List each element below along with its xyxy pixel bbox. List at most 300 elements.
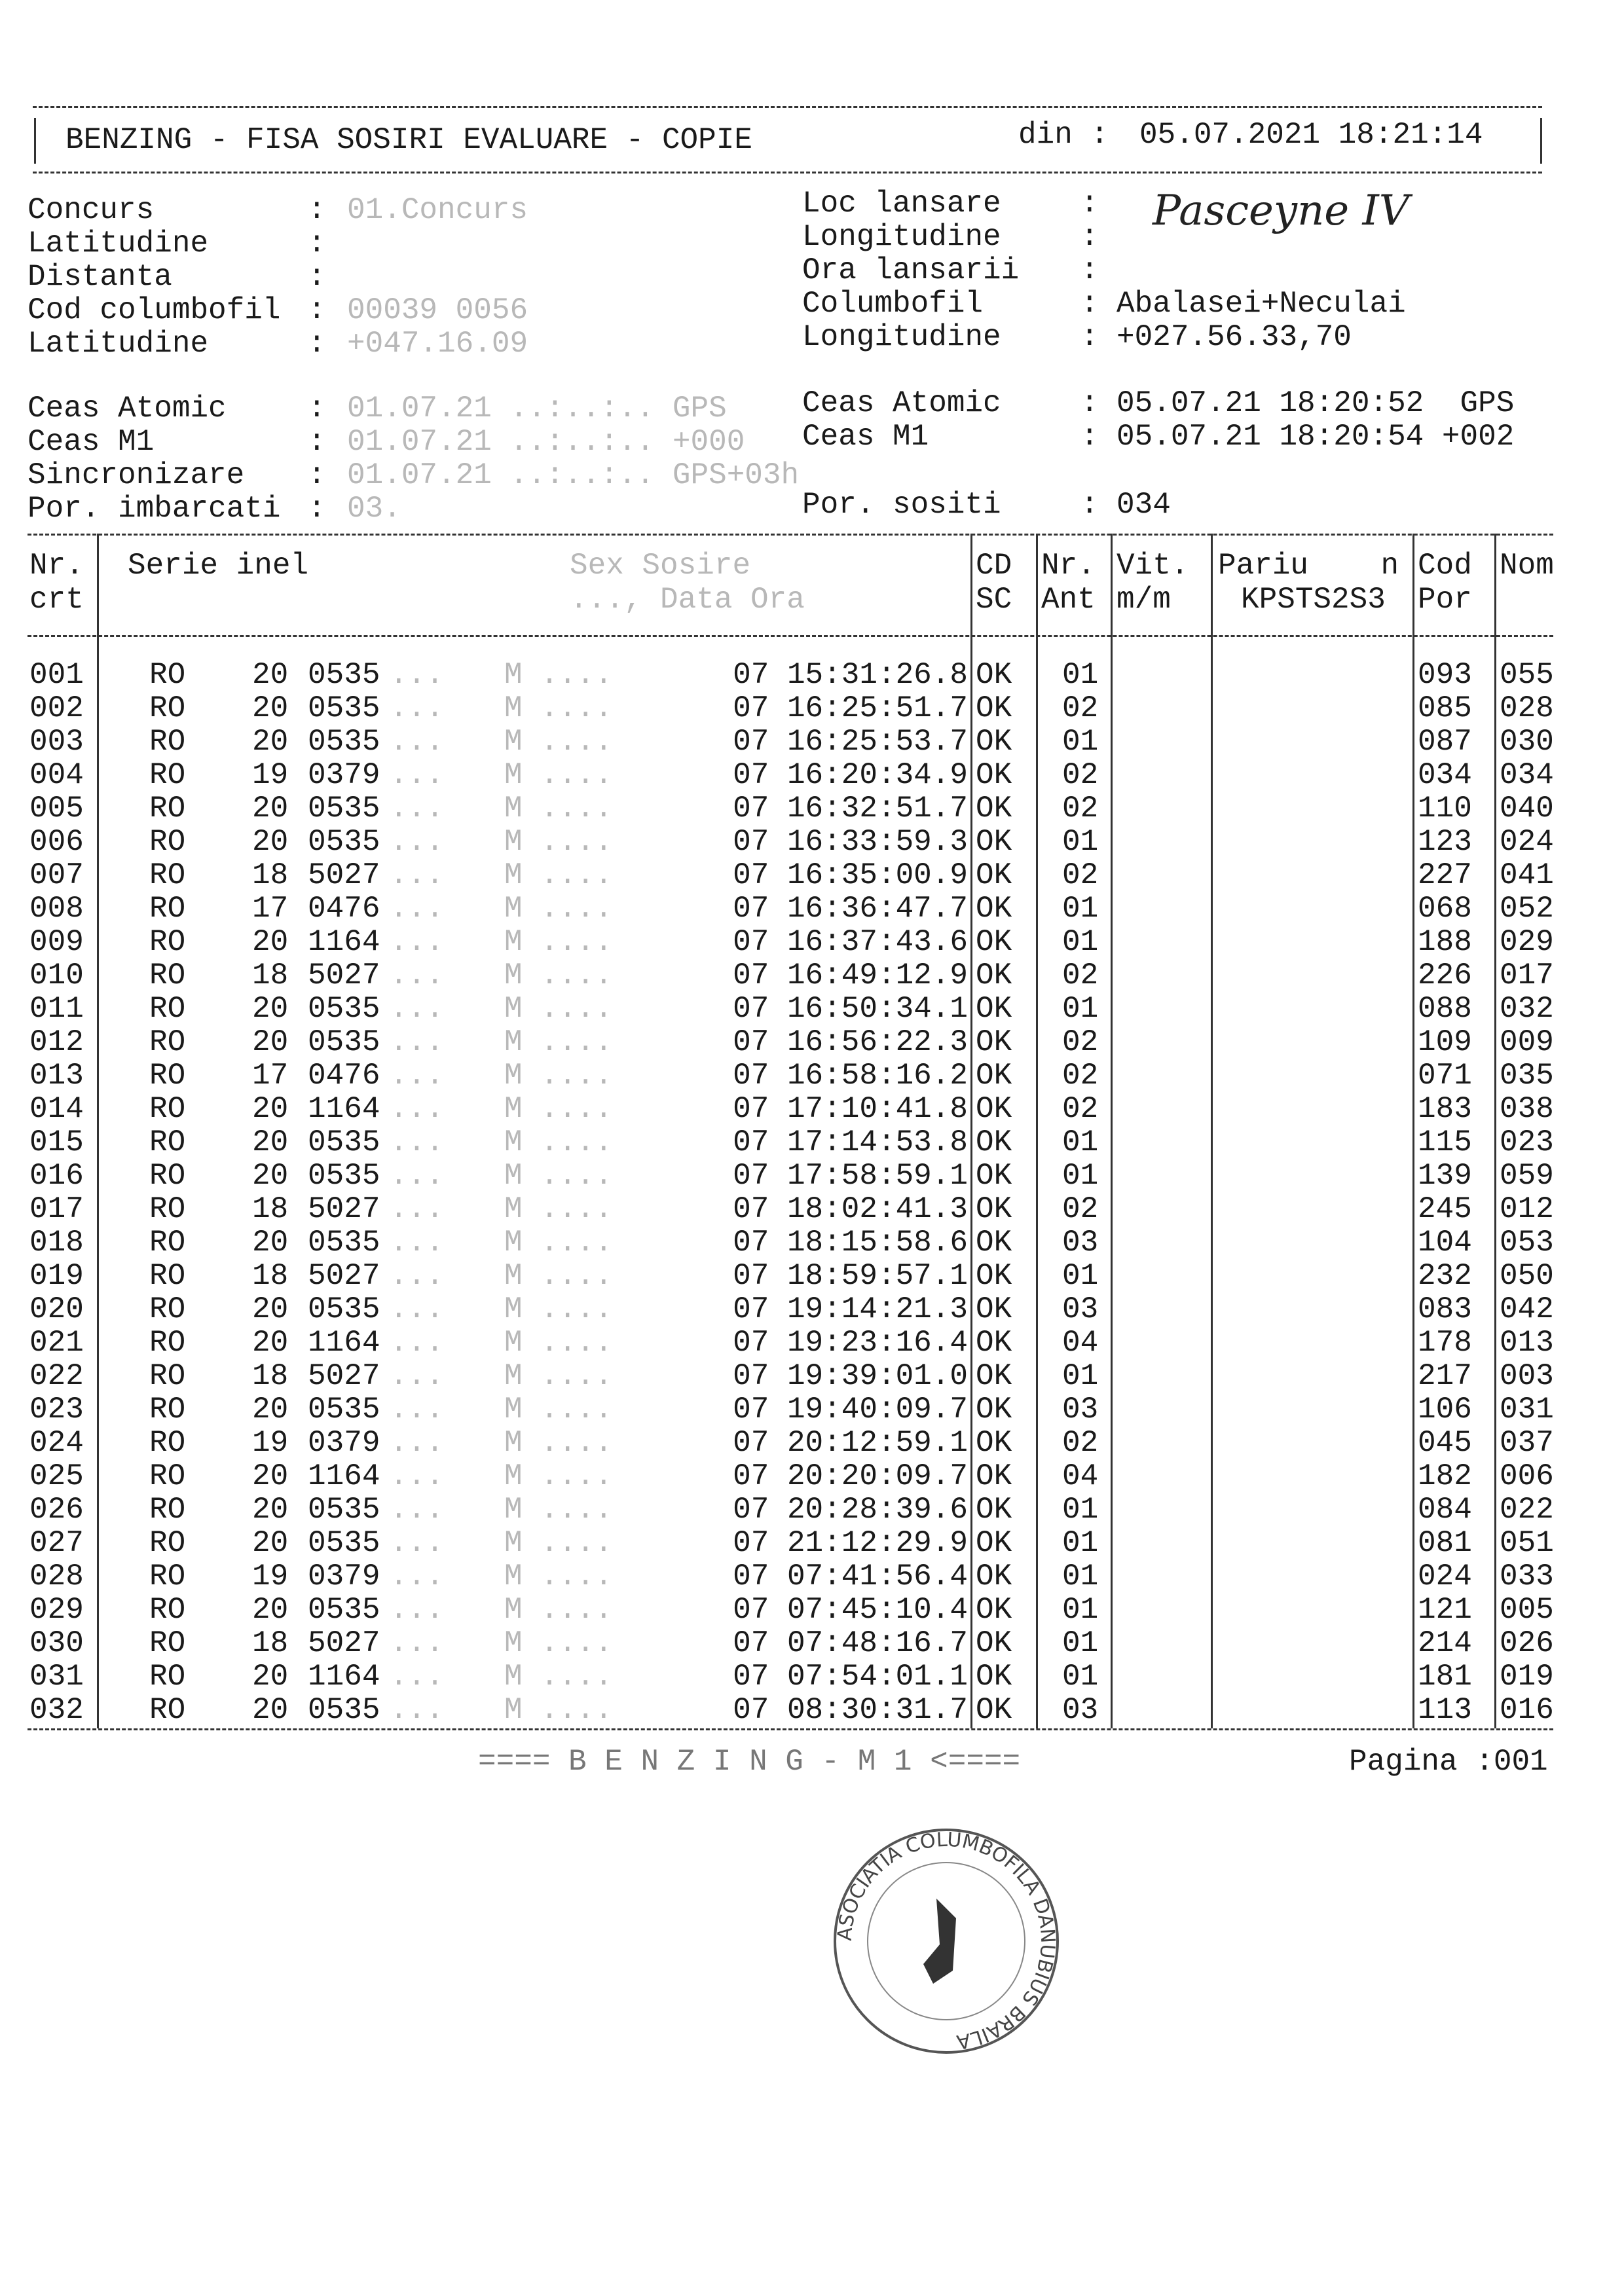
- ring-country: RO: [149, 792, 186, 826]
- ring-number: 0535: [308, 1159, 380, 1193]
- column-divider: [1494, 534, 1496, 1728]
- cod-por: 084: [1418, 1493, 1472, 1527]
- cod-por: 034: [1418, 758, 1472, 792]
- row-number: 028: [29, 1559, 84, 1594]
- clock-sep: :: [1080, 420, 1099, 454]
- column-header-vit1: Vit.: [1116, 549, 1189, 583]
- ring-year: 20: [252, 725, 289, 759]
- ring-country: RO: [149, 1025, 186, 1059]
- sex-hidden: M ....: [504, 925, 613, 959]
- field-value: +027.56.33,70: [1116, 320, 1352, 354]
- antenna-number: 01: [1062, 658, 1099, 692]
- arrival-time: 07 17:14:53.8: [733, 1125, 968, 1159]
- cod-por: 178: [1418, 1326, 1472, 1360]
- cod-por: 123: [1418, 825, 1472, 859]
- column-divider: [1111, 534, 1113, 1728]
- column-header-pariu1: Pariu n: [1218, 549, 1399, 583]
- clock-value: 05.07.21 18:20:54 +002: [1116, 420, 1515, 454]
- sex-hidden: M ....: [504, 725, 613, 759]
- clock-label: Ceas Atomic: [802, 386, 1001, 420]
- ring-hidden: ...: [390, 1626, 444, 1660]
- column-header-nr1: Nr.: [29, 549, 84, 583]
- ring-hidden: ...: [390, 758, 444, 792]
- antenna-number: 03: [1062, 1292, 1099, 1326]
- ring-hidden: ...: [390, 1125, 444, 1159]
- ring-year: 20: [252, 658, 289, 692]
- column-header-cod2: Por: [1418, 583, 1472, 617]
- column-header-ant2: Ant: [1041, 583, 1096, 617]
- antenna-number: 01: [1062, 992, 1099, 1026]
- nom: 035: [1500, 1059, 1554, 1093]
- cod-por: 188: [1418, 925, 1472, 959]
- antenna-number: 02: [1062, 1092, 1099, 1126]
- arrival-time: 07 18:15:58.6: [733, 1226, 968, 1260]
- arrival-time: 07 21:12:29.9: [733, 1526, 968, 1560]
- ring-year: 20: [252, 1393, 289, 1427]
- ring-hidden: ...: [390, 1326, 444, 1360]
- row-number: 013: [29, 1059, 84, 1093]
- clock-label: Sincronizare: [28, 458, 245, 492]
- ring-country: RO: [149, 1192, 186, 1226]
- nom: 023: [1500, 1125, 1554, 1159]
- nom: 055: [1500, 658, 1554, 692]
- cod-por: 227: [1418, 858, 1472, 892]
- cd-sc: OK: [976, 1292, 1012, 1326]
- arrival-time: 07 16:35:00.9: [733, 858, 968, 892]
- column-divider: [1412, 534, 1414, 1728]
- sex-hidden: M ....: [504, 1092, 613, 1126]
- cod-por: 182: [1418, 1459, 1472, 1493]
- handwritten-location: Pasceyne IV: [1153, 187, 1409, 235]
- ring-number: 5027: [308, 858, 380, 892]
- nom: 033: [1500, 1559, 1554, 1594]
- column-header-cd2: SC: [976, 583, 1012, 617]
- sex-hidden: M ....: [504, 1292, 613, 1326]
- cd-sc: OK: [976, 1626, 1012, 1660]
- ring-year: 20: [252, 925, 289, 959]
- column-divider: [97, 534, 99, 1728]
- ring-number: 0535: [308, 1693, 380, 1727]
- cod-por: 093: [1418, 658, 1472, 692]
- field-value: Abalasei+Neculai: [1116, 287, 1406, 321]
- ring-number: 0535: [308, 1393, 380, 1427]
- ring-country: RO: [149, 1426, 186, 1460]
- field-value: 00039 0056: [347, 293, 528, 327]
- ring-number: 5027: [308, 1359, 380, 1393]
- ring-country: RO: [149, 858, 186, 892]
- antenna-number: 01: [1062, 1526, 1099, 1560]
- print-date: 05.07.2021 18:21:14: [1139, 118, 1483, 152]
- ring-hidden: ...: [390, 925, 444, 959]
- ring-year: 20: [252, 1326, 289, 1360]
- ring-country: RO: [149, 1092, 186, 1126]
- cd-sc: OK: [976, 1493, 1012, 1527]
- field-label: Cod columbofil: [28, 293, 281, 327]
- sex-hidden: M ....: [504, 858, 613, 892]
- cod-por: 115: [1418, 1125, 1472, 1159]
- title-right-border: [1540, 118, 1542, 164]
- arrival-time: 07 07:48:16.7: [733, 1626, 968, 1660]
- cd-sc: OK: [976, 758, 1012, 792]
- cd-sc: OK: [976, 1025, 1012, 1059]
- column-header-nom: Nom: [1500, 549, 1554, 583]
- ring-number: 1164: [308, 925, 380, 959]
- ring-number: 1164: [308, 1092, 380, 1126]
- field-sep: :: [308, 227, 326, 261]
- cod-por: 181: [1418, 1660, 1472, 1694]
- ring-number: 1164: [308, 1326, 380, 1360]
- arrival-time: 07 16:50:34.1: [733, 992, 968, 1026]
- antenna-number: 01: [1062, 1626, 1099, 1660]
- ring-year: 20: [252, 1159, 289, 1193]
- cod-por: 085: [1418, 691, 1472, 725]
- title-left-border: [34, 118, 36, 164]
- table-divider: [28, 534, 1553, 536]
- cod-por: 068: [1418, 892, 1472, 926]
- date-label: din :: [1018, 118, 1109, 152]
- nom: 031: [1500, 1393, 1554, 1427]
- cod-por: 045: [1418, 1426, 1472, 1460]
- nom: 034: [1500, 758, 1554, 792]
- arrival-time: 07 16:33:59.3: [733, 825, 968, 859]
- clock-sep: :: [308, 458, 326, 492]
- ring-hidden: ...: [390, 1559, 444, 1594]
- nom: 050: [1500, 1259, 1554, 1293]
- nom: 053: [1500, 1226, 1554, 1260]
- field-label: Loc lansare: [802, 187, 1001, 221]
- sex-hidden: M ....: [504, 1359, 613, 1393]
- ring-year: 20: [252, 1593, 289, 1627]
- cod-por: 110: [1418, 792, 1472, 826]
- ring-year: 20: [252, 792, 289, 826]
- cd-sc: OK: [976, 691, 1012, 725]
- row-number: 011: [29, 992, 84, 1026]
- row-number: 015: [29, 1125, 84, 1159]
- row-number: 023: [29, 1393, 84, 1427]
- arrival-time: 07 17:10:41.8: [733, 1092, 968, 1126]
- ring-year: 20: [252, 1226, 289, 1260]
- antenna-number: 02: [1062, 792, 1099, 826]
- ring-country: RO: [149, 992, 186, 1026]
- column-header-cd1: CD: [976, 549, 1012, 583]
- cd-sc: OK: [976, 1192, 1012, 1226]
- arrival-time: 07 20:12:59.1: [733, 1426, 968, 1460]
- row-number: 021: [29, 1326, 84, 1360]
- cd-sc: OK: [976, 825, 1012, 859]
- ring-hidden: ...: [390, 992, 444, 1026]
- antenna-number: 01: [1062, 725, 1099, 759]
- arrival-time: 07 08:30:31.7: [733, 1693, 968, 1727]
- ring-year: 20: [252, 1459, 289, 1493]
- row-number: 014: [29, 1092, 84, 1126]
- nom: 005: [1500, 1593, 1554, 1627]
- ring-country: RO: [149, 1593, 186, 1627]
- nom: 037: [1500, 1426, 1554, 1460]
- sex-hidden: M ....: [504, 658, 613, 692]
- ring-country: RO: [149, 1359, 186, 1393]
- ring-country: RO: [149, 658, 186, 692]
- table-divider: [28, 635, 1553, 637]
- ring-number: 0535: [308, 658, 380, 692]
- clock-value: 01.07.21 ..:..:.. +000: [347, 425, 745, 459]
- nom: 030: [1500, 725, 1554, 759]
- arrival-time: 07 16:49:12.9: [733, 958, 968, 993]
- sex-hidden: M ....: [504, 1059, 613, 1093]
- cd-sc: OK: [976, 1660, 1012, 1694]
- cod-por: 217: [1418, 1359, 1472, 1393]
- cd-sc: OK: [976, 658, 1012, 692]
- ring-country: RO: [149, 1493, 186, 1527]
- row-number: 007: [29, 858, 84, 892]
- cod-por: 024: [1418, 1559, 1472, 1594]
- antenna-number: 02: [1062, 758, 1099, 792]
- nom: 022: [1500, 1493, 1554, 1527]
- ring-number: 5027: [308, 1626, 380, 1660]
- ring-year: 18: [252, 1626, 289, 1660]
- sex-hidden: M ....: [504, 1693, 613, 1727]
- sex-hidden: M ....: [504, 1526, 613, 1560]
- row-number: 027: [29, 1526, 84, 1560]
- clock-sep: :: [1080, 488, 1099, 522]
- ring-year: 20: [252, 1125, 289, 1159]
- ring-year: 19: [252, 1559, 289, 1594]
- ring-country: RO: [149, 1125, 186, 1159]
- antenna-number: 02: [1062, 1059, 1099, 1093]
- ring-year: 20: [252, 1693, 289, 1727]
- arrival-time: 07 18:02:41.3: [733, 1192, 968, 1226]
- row-number: 019: [29, 1259, 84, 1293]
- ring-country: RO: [149, 691, 186, 725]
- ring-country: RO: [149, 892, 186, 926]
- row-number: 020: [29, 1292, 84, 1326]
- nom: 028: [1500, 691, 1554, 725]
- antenna-number: 01: [1062, 1159, 1099, 1193]
- ring-hidden: ...: [390, 1693, 444, 1727]
- ring-hidden: ...: [390, 1593, 444, 1627]
- column-divider: [1211, 534, 1213, 1728]
- row-number: 002: [29, 691, 84, 725]
- cod-por: 071: [1418, 1059, 1472, 1093]
- sex-hidden: M ....: [504, 1025, 613, 1059]
- sex-hidden: M ....: [504, 1459, 613, 1493]
- arrival-time: 07 16:36:47.7: [733, 892, 968, 926]
- nom: 052: [1500, 892, 1554, 926]
- cd-sc: OK: [976, 958, 1012, 993]
- cd-sc: OK: [976, 725, 1012, 759]
- clock-sep: :: [308, 392, 326, 426]
- cd-sc: OK: [976, 792, 1012, 826]
- row-number: 012: [29, 1025, 84, 1059]
- column-header-vit2: m/m: [1116, 583, 1171, 617]
- ring-number: 5027: [308, 1259, 380, 1293]
- ring-number: 0535: [308, 691, 380, 725]
- ring-number: 0535: [308, 1493, 380, 1527]
- ring-year: 18: [252, 1192, 289, 1226]
- ring-year: 18: [252, 1259, 289, 1293]
- ring-hidden: ...: [390, 1660, 444, 1694]
- cod-por: 121: [1418, 1593, 1472, 1627]
- footer-banner: ==== B E N Z I N G - M 1 <====: [478, 1745, 1021, 1779]
- ring-number: 1164: [308, 1459, 380, 1493]
- ring-hidden: ...: [390, 1025, 444, 1059]
- nom: 013: [1500, 1326, 1554, 1360]
- cd-sc: OK: [976, 892, 1012, 926]
- antenna-number: 01: [1062, 1125, 1099, 1159]
- row-number: 024: [29, 1426, 84, 1460]
- association-stamp: [825, 1820, 1067, 2062]
- cd-sc: OK: [976, 1059, 1012, 1093]
- field-label: Latitudine: [28, 227, 209, 261]
- column-header-sosire1: Sex Sosire: [570, 549, 751, 583]
- sex-hidden: M ....: [504, 1660, 613, 1694]
- ring-year: 20: [252, 1493, 289, 1527]
- ring-year: 20: [252, 691, 289, 725]
- antenna-number: 01: [1062, 1559, 1099, 1594]
- ring-year: 20: [252, 992, 289, 1026]
- antenna-number: 01: [1062, 925, 1099, 959]
- cd-sc: OK: [976, 1092, 1012, 1126]
- field-sep: :: [308, 293, 326, 327]
- nom: 040: [1500, 792, 1554, 826]
- row-number: 016: [29, 1159, 84, 1193]
- ring-hidden: ...: [390, 1092, 444, 1126]
- ring-hidden: ...: [390, 1426, 444, 1460]
- cod-por: 087: [1418, 725, 1472, 759]
- cd-sc: OK: [976, 1326, 1012, 1360]
- clock-sep: :: [308, 492, 326, 526]
- column-header-pariu2: KPSTS2S3: [1241, 583, 1386, 617]
- row-number: 032: [29, 1693, 84, 1727]
- arrival-time: 07 20:20:09.7: [733, 1459, 968, 1493]
- ring-number: 0476: [308, 892, 380, 926]
- ring-hidden: ...: [390, 1226, 444, 1260]
- ring-year: 20: [252, 1292, 289, 1326]
- row-number: 029: [29, 1593, 84, 1627]
- nom: 003: [1500, 1359, 1554, 1393]
- nom: 009: [1500, 1025, 1554, 1059]
- field-sep: :: [1080, 187, 1099, 221]
- document-title: BENZING - FISA SOSIRI EVALUARE - COPIE: [65, 123, 752, 157]
- ring-hidden: ...: [390, 1359, 444, 1393]
- cod-por: 139: [1418, 1159, 1472, 1193]
- antenna-number: 02: [1062, 1025, 1099, 1059]
- antenna-number: 03: [1062, 1226, 1099, 1260]
- ring-number: 0535: [308, 1526, 380, 1560]
- antenna-number: 02: [1062, 858, 1099, 892]
- ring-country: RO: [149, 1159, 186, 1193]
- cod-por: 214: [1418, 1626, 1472, 1660]
- ring-year: 18: [252, 1359, 289, 1393]
- ring-number: 0535: [308, 992, 380, 1026]
- antenna-number: 01: [1062, 892, 1099, 926]
- field-label: Distanta: [28, 260, 172, 294]
- sex-hidden: M ....: [504, 1426, 613, 1460]
- ring-hidden: ...: [390, 825, 444, 859]
- ring-country: RO: [149, 1559, 186, 1594]
- ring-hidden: ...: [390, 658, 444, 692]
- cod-por: 109: [1418, 1025, 1472, 1059]
- row-number: 022: [29, 1359, 84, 1393]
- column-divider: [1036, 534, 1038, 1728]
- nom: 006: [1500, 1459, 1554, 1493]
- row-number: 005: [29, 792, 84, 826]
- sex-hidden: M ....: [504, 1192, 613, 1226]
- arrival-time: 07 19:39:01.0: [733, 1359, 968, 1393]
- sex-hidden: M ....: [504, 825, 613, 859]
- ring-hidden: ...: [390, 1526, 444, 1560]
- ring-number: 0535: [308, 725, 380, 759]
- ring-number: 0379: [308, 1559, 380, 1594]
- arrival-time: 07 16:58:16.2: [733, 1059, 968, 1093]
- row-number: 003: [29, 725, 84, 759]
- page-number: Pagina :001: [1349, 1745, 1548, 1779]
- clock-value: 01.07.21 ..:..:.. GPS+03h: [347, 458, 800, 492]
- row-number: 031: [29, 1660, 84, 1694]
- ring-year: 20: [252, 1092, 289, 1126]
- ring-hidden: ...: [390, 892, 444, 926]
- arrival-time: 07 16:25:51.7: [733, 691, 968, 725]
- cod-por: 083: [1418, 1292, 1472, 1326]
- antenna-number: 03: [1062, 1693, 1099, 1727]
- cd-sc: OK: [976, 1125, 1012, 1159]
- ring-hidden: ...: [390, 792, 444, 826]
- cod-por: 104: [1418, 1226, 1472, 1260]
- field-label: Columbofil: [802, 287, 984, 321]
- field-label: Ora lansarii: [802, 253, 1020, 287]
- antenna-number: 01: [1062, 1493, 1099, 1527]
- cd-sc: OK: [976, 858, 1012, 892]
- ring-hidden: ...: [390, 1393, 444, 1427]
- field-sep: :: [1080, 320, 1099, 354]
- clock-sep: :: [1080, 386, 1099, 420]
- antenna-number: 02: [1062, 691, 1099, 725]
- ring-number: 0535: [308, 1025, 380, 1059]
- ring-hidden: ...: [390, 1259, 444, 1293]
- arrival-time: 07 16:56:22.3: [733, 1025, 968, 1059]
- cod-por: 226: [1418, 958, 1472, 993]
- arrival-time: 07 07:41:56.4: [733, 1559, 968, 1594]
- cod-por: 081: [1418, 1526, 1472, 1560]
- cd-sc: OK: [976, 992, 1012, 1026]
- row-number: 001: [29, 658, 84, 692]
- cd-sc: OK: [976, 925, 1012, 959]
- clock-sep: :: [308, 425, 326, 459]
- ring-year: 20: [252, 1660, 289, 1694]
- ring-year: 17: [252, 892, 289, 926]
- column-header-serie: Serie inel: [128, 549, 309, 583]
- antenna-number: 01: [1062, 825, 1099, 859]
- row-number: 006: [29, 825, 84, 859]
- arrival-time: 07 18:59:57.1: [733, 1259, 968, 1293]
- field-sep: :: [1080, 253, 1099, 287]
- arrival-time: 07 16:32:51.7: [733, 792, 968, 826]
- arrival-time: 07 16:20:34.9: [733, 758, 968, 792]
- ring-hidden: ...: [390, 1459, 444, 1493]
- ring-hidden: ...: [390, 1493, 444, 1527]
- sex-hidden: M ....: [504, 1626, 613, 1660]
- row-number: 026: [29, 1493, 84, 1527]
- clock-value: 03.: [347, 492, 401, 526]
- ring-year: 19: [252, 758, 289, 792]
- ring-year: 19: [252, 1426, 289, 1460]
- ring-number: 0535: [308, 825, 380, 859]
- field-sep: :: [308, 260, 326, 294]
- field-label: Longitudine: [802, 320, 1001, 354]
- ring-country: RO: [149, 958, 186, 993]
- antenna-number: 04: [1062, 1326, 1099, 1360]
- cd-sc: OK: [976, 1159, 1012, 1193]
- nom: 032: [1500, 992, 1554, 1026]
